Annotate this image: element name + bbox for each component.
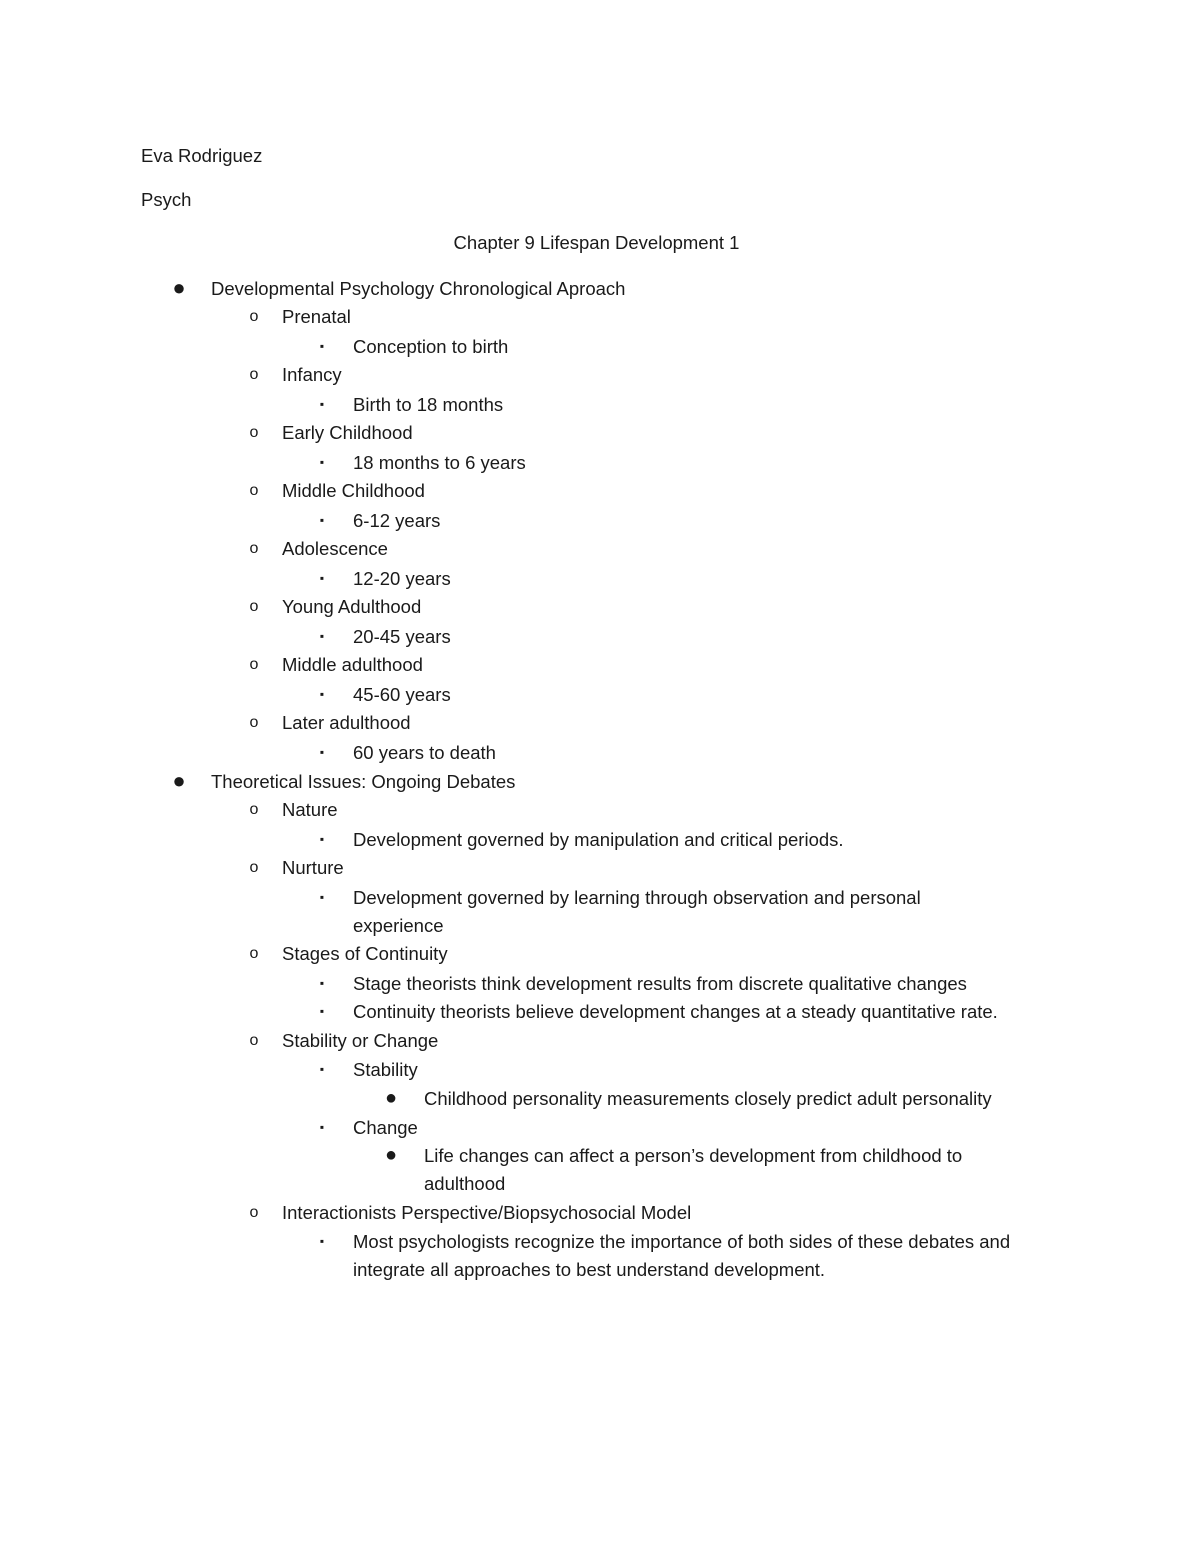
bullet-circle-icon: o bbox=[249, 308, 259, 325]
bullet-circle-icon: o bbox=[249, 714, 259, 731]
outline-subitem: Conception to birth bbox=[353, 336, 509, 357]
bullet-square-icon: ▪ bbox=[319, 513, 325, 527]
outline-item: Prenatal bbox=[282, 306, 351, 327]
outline-subitem-continuation: experience bbox=[353, 915, 444, 936]
bullet-circle-icon: o bbox=[249, 859, 259, 876]
bullet-square-icon: ▪ bbox=[319, 832, 325, 846]
outline-subitem: 60 years to death bbox=[353, 742, 496, 763]
outline-item: Nurture bbox=[282, 857, 344, 878]
author-name: Eva Rodriguez bbox=[141, 145, 263, 166]
bullet-circle-icon: o bbox=[249, 1032, 259, 1049]
bullet-square-icon: ▪ bbox=[319, 1234, 325, 1248]
outline-subitem: 12-20 years bbox=[353, 568, 451, 589]
bullet-circle-icon: o bbox=[249, 366, 259, 383]
outline-detail: Childhood personality measurements closely predict adult personality bbox=[424, 1088, 992, 1109]
outline-item: Early Childhood bbox=[282, 422, 413, 443]
bullet-square-icon: ▪ bbox=[319, 339, 325, 353]
outline-subitem: 45-60 years bbox=[353, 684, 451, 705]
outline-item: Infancy bbox=[282, 364, 342, 385]
bullet-square-icon: ▪ bbox=[319, 1004, 325, 1018]
outline-subitem: Stage theorists think development results from discrete qualitative changes bbox=[353, 973, 967, 994]
outline-item: Middle adulthood bbox=[282, 654, 423, 675]
outline-subitem: Birth to 18 months bbox=[353, 394, 504, 415]
outline-item: Stages of Continuity bbox=[282, 943, 448, 964]
bullet-circle-icon: o bbox=[249, 1204, 259, 1221]
bullet-dot-icon: ● bbox=[384, 1087, 398, 1109]
outline-subitem: Development governed by manipulation and critical periods. bbox=[353, 829, 844, 850]
bullet-square-icon: ▪ bbox=[319, 976, 325, 990]
outline-item: Interactionists Perspective/Biopsychosocial Model bbox=[282, 1202, 692, 1223]
bullet-circle-icon: o bbox=[249, 540, 259, 557]
outline-item: Nature bbox=[282, 799, 338, 820]
outline-detail: Life changes can affect a person’s development from childhood to bbox=[424, 1145, 963, 1166]
outline-subitem: 20-45 years bbox=[353, 626, 451, 647]
bullet-circle-icon: o bbox=[249, 424, 259, 441]
bullet-square-icon: ▪ bbox=[319, 890, 325, 904]
bullet-square-icon: ▪ bbox=[319, 1120, 325, 1134]
bullet-square-icon: ▪ bbox=[319, 1062, 325, 1076]
bullet-disc-icon: ● bbox=[172, 275, 186, 300]
document-title: Chapter 9 Lifespan Development 1 bbox=[453, 232, 740, 253]
outline-subitem-continuation: integrate all approaches to best understand development. bbox=[353, 1259, 826, 1280]
bullet-circle-icon: o bbox=[249, 945, 259, 962]
outline-subitem: 6-12 years bbox=[353, 510, 441, 531]
bullet-square-icon: ▪ bbox=[319, 687, 325, 701]
outline-subitem: Change bbox=[353, 1117, 418, 1138]
outline-subitem: 18 months to 6 years bbox=[353, 452, 526, 473]
bullet-square-icon: ▪ bbox=[319, 455, 325, 469]
outline-subitem: Most psychologists recognize the importance of both sides of these debates and bbox=[353, 1231, 1011, 1252]
outline-item: Middle Childhood bbox=[282, 480, 425, 501]
bullet-circle-icon: o bbox=[249, 801, 259, 818]
bullet-dot-icon: ● bbox=[384, 1144, 398, 1166]
outline-item: Stability or Change bbox=[282, 1030, 439, 1051]
bullet-disc-icon: ● bbox=[172, 768, 186, 793]
outline-detail-continuation: adulthood bbox=[424, 1173, 506, 1194]
outline-subitem: Development governed by learning through observation and personal bbox=[353, 887, 921, 908]
outline-subitem: Stability bbox=[353, 1059, 418, 1080]
outline-heading: Theoretical Issues: Ongoing Debates bbox=[211, 771, 516, 792]
bullet-circle-icon: o bbox=[249, 656, 259, 673]
course-name: Psych bbox=[141, 189, 192, 210]
outline-subitem: Continuity theorists believe development changes at a steady quantitative rate. bbox=[353, 1001, 998, 1022]
bullet-square-icon: ▪ bbox=[319, 397, 325, 411]
outline-heading: Developmental Psychology Chronological Aproach bbox=[211, 278, 626, 299]
bullet-square-icon: ▪ bbox=[319, 571, 325, 585]
bullet-circle-icon: o bbox=[249, 598, 259, 615]
bullet-square-icon: ▪ bbox=[319, 745, 325, 759]
outline-item: Adolescence bbox=[282, 538, 388, 559]
outline-item: Later adulthood bbox=[282, 712, 411, 733]
bullet-circle-icon: o bbox=[249, 482, 259, 499]
outline-item: Young Adulthood bbox=[282, 596, 422, 617]
bullet-square-icon: ▪ bbox=[319, 629, 325, 643]
